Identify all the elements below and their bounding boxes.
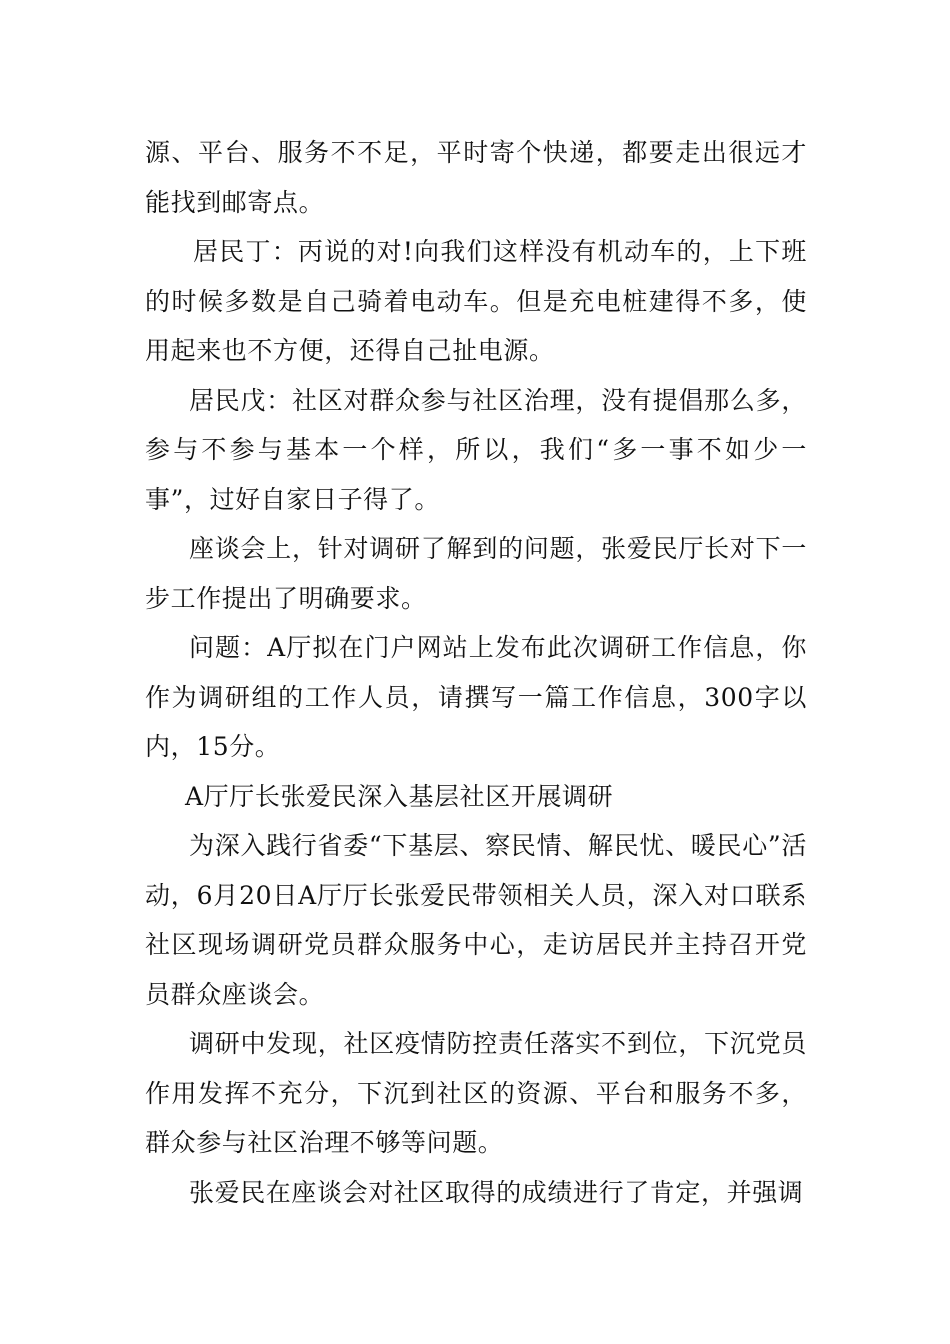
paragraph-continuation: 源、平台、服务不不足，平时寄个快递，都要走出很远才能找到邮寄点。 [145,138,807,217]
document-body [145,128,807,1217]
paragraph-resident-wu: 居民戊：社区对群众参与社区治理，没有提倡那么多，参与不参与基本一个样，所以，我们“多一事不如少一事”，过好自家日子得了。 [145,385,807,514]
article-headline: A厅厅长张爱民深入基层社区开展调研 [185,781,614,811]
paragraph-conclusion: 张爱民在座谈会对社区取得的成绩进行了肯定，并强调 [189,1177,804,1207]
paragraph-question: 问题：A厅拟在门户网站上发布此次调研工作信息，你作为调研组的工作人员，请撰写一篇工作信息，300字以内，15分。 [145,633,807,761]
paragraph-article-intro: 为深入践行省委“下基层、察民情、解民忧、暖民心”活动，6月20日A厅厅长张爱民带领相关人员，深入对口联系社区现场调研党员群众服务中心，走访居民并主持召开党员群众座谈会。 [145,831,807,1009]
paragraph-meeting: 座谈会上，针对调研了解到的问题，张爱民厅长对下一步工作提出了明确要求。 [145,534,807,613]
paragraph-resident-ding: 居民丁：丙说的对!向我们这样没有机动车的，上下班的时候多数是自己骑着电动车。但是充电桩建得不多，使用起来也不方便，还得自己扯电源。 [145,237,807,365]
paragraph-findings: 调研中发现，社区疫情防控责任落实不到位，下沉党员作用发挥不充分，下沉到社区的资源、平台和服务不多，群众参与社区治理不够等问题。 [145,1029,807,1157]
